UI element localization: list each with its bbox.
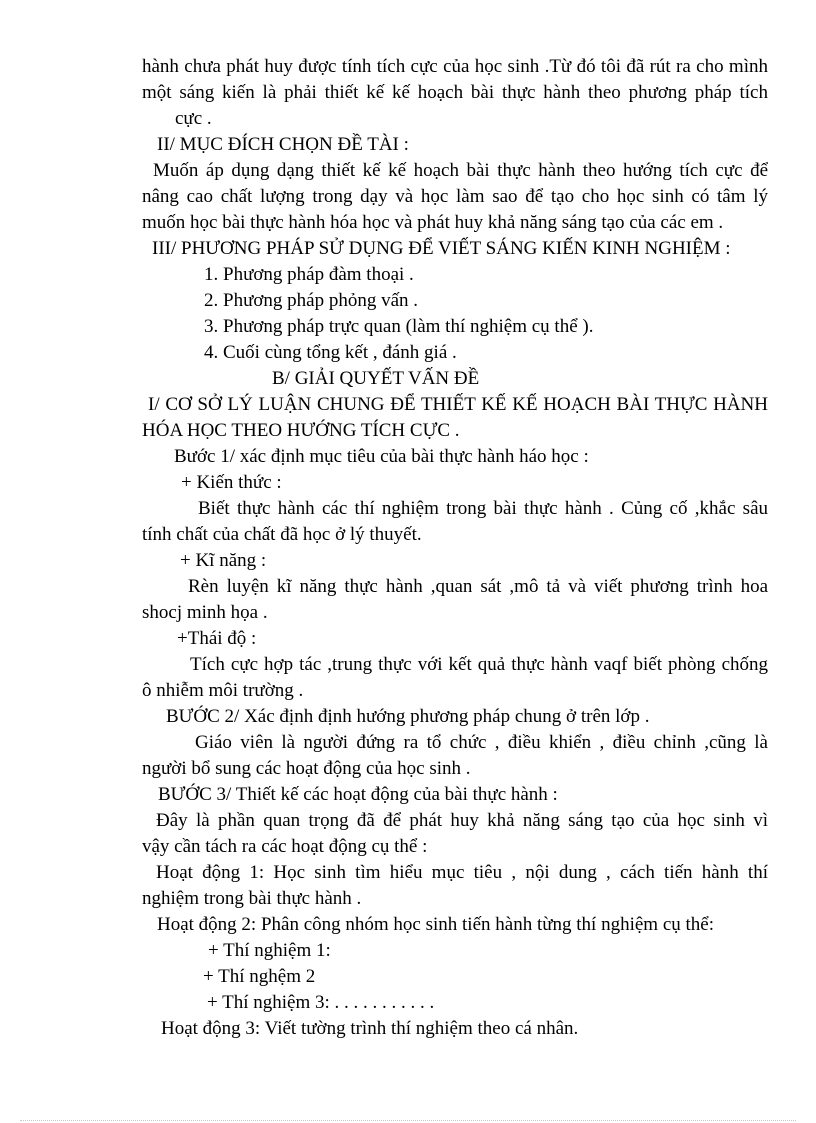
paragraph-line: nghiệm trong bài thực hành . bbox=[142, 888, 362, 909]
paragraph-line: ô nhiễm môi trường . bbox=[142, 680, 304, 701]
list-item: 4. Cuối cùng tổng kết , đánh giá . bbox=[204, 342, 457, 363]
paragraph-line: cực . bbox=[175, 108, 212, 129]
paragraph-line: Hoạt động 1: Học sinh tìm hiểu mục tiêu , nội dung , cách tiến hành thí bbox=[156, 862, 768, 883]
list-item: + Thí nghiệm 3: . . . . . . . . . . . bbox=[207, 992, 435, 1013]
sub-heading: +Thái độ : bbox=[177, 628, 257, 649]
paragraph-line: Tích cực hợp tác ,trung thực với kết quả thực hành vaqf biết phòng chống bbox=[190, 654, 768, 675]
section-heading-basis-cont: HÓA HỌC THEO HƯỚNG TÍCH CỰC . bbox=[142, 420, 460, 441]
paragraph-line: nâng cao chất lượng trong dạy và học làm sao để tạo cho học sinh có tâm lý bbox=[142, 186, 768, 207]
list-item: + Thí nghiệm 1: bbox=[208, 940, 331, 961]
step-heading: BƯỚC 3/ Thiết kế các hoạt động của bài thực hành : bbox=[158, 784, 558, 805]
paragraph-line: người bổ sung các hoạt động của học sinh . bbox=[142, 758, 471, 779]
list-item: 2. Phương pháp phỏng vấn . bbox=[204, 290, 419, 311]
paragraph-line: shocj minh họa . bbox=[142, 602, 268, 623]
section-heading-purpose: II/ MỤC ĐÍCH CHỌN ĐỀ TÀI : bbox=[157, 134, 409, 155]
step-heading: BƯỚC 2/ Xác định định hướng phương pháp chung ở trên lớp . bbox=[166, 706, 650, 727]
paragraph-line: tính chất của chất đã học ở lý thuyết. bbox=[142, 524, 422, 545]
paragraph-line: vậy cần tách ra các hoạt động cụ thể : bbox=[142, 836, 428, 857]
step-heading: Bước 1/ xác định mục tiêu của bài thực hành háo học : bbox=[174, 446, 589, 467]
paragraph-line: Giáo viên là người đứng ra tổ chức , điều khiển , điều chỉnh ,cũng là bbox=[195, 732, 768, 753]
section-heading-basis: I/ CƠ SỞ LÝ LUẬN CHUNG ĐỂ THIẾT KẾ KẾ HOẠCH BÀI THỰC HÀNH bbox=[148, 394, 768, 415]
list-item: + Thí nghệm 2 bbox=[203, 966, 316, 987]
paragraph-line: Rèn luyện kĩ năng thực hành ,quan sát ,mô tả và viết phương trình hoa bbox=[188, 576, 768, 597]
paragraph-line: một sáng kiến là phải thiết kế kế hoạch bài thực hành theo phương pháp tích bbox=[142, 82, 768, 103]
sub-heading: + Kiến thức : bbox=[181, 472, 282, 493]
paragraph-line: Hoạt động 3: Viết tường trình thí nghiệm theo cá nhân. bbox=[161, 1018, 579, 1039]
list-item: 1. Phương pháp đàm thoại . bbox=[204, 264, 414, 285]
list-item: 3. Phương pháp trực quan (làm thí nghiệm cụ thể ). bbox=[204, 316, 594, 337]
paragraph-line: muốn học bài thực hành hóa học và phát huy khả năng sáng tạo của các em . bbox=[142, 212, 724, 233]
part-heading-b: B/ GIẢI QUYẾT VẤN ĐỀ bbox=[272, 368, 480, 389]
paragraph-line: hành chưa phát huy được tính tích cực của học sinh .Từ đó tôi đã rút ra cho mình bbox=[142, 56, 768, 77]
paragraph-line: Đây là phần quan trọng đã để phát huy khả năng sáng tạo của học sinh vì bbox=[156, 810, 768, 831]
paragraph-line: Hoạt động 2: Phân công nhóm học sinh tiến hành từng thí nghiệm cụ thể: bbox=[157, 914, 715, 935]
paragraph-line: Biết thực hành các thí nghiệm trong bài thực hành . Củng cố ,khắc sâu bbox=[198, 498, 768, 519]
paragraph-line: Muốn áp dụng dạng thiết kế kế hoạch bài thực hành theo hướng tích cực để bbox=[153, 160, 768, 181]
page-bottom-divider bbox=[20, 1120, 796, 1121]
sub-heading: + Kĩ năng : bbox=[180, 550, 267, 571]
section-heading-methods: III/ PHƯƠNG PHÁP SỬ DỤNG ĐỂ VIẾT SÁNG KIẾN KINH NGHIỆM : bbox=[152, 238, 731, 259]
